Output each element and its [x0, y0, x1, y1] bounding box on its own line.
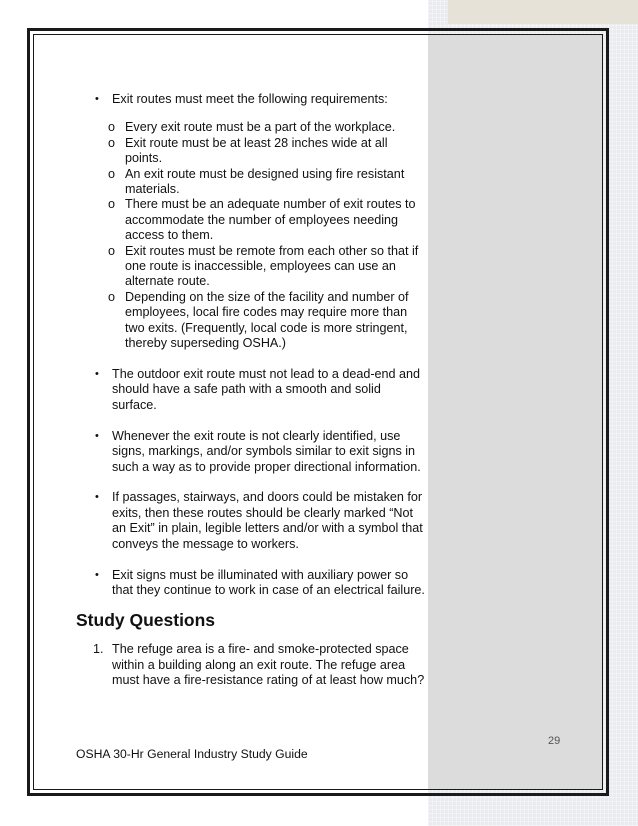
sub-bullet-text: Every exit route must be a part of the workplace.	[125, 120, 396, 135]
bullet-symbol: •	[95, 429, 99, 442]
sub-bullet-text: Exit route must be at least 28 inches wide at all points.	[125, 135, 388, 166]
question-item	[76, 642, 426, 688]
sidebar-panel	[428, 35, 602, 789]
bullet-text: Whenever the exit route is not clearly identified, use signs, markings, and/or symbols similar to exit signs in such a way as to provide proper directional information.	[112, 428, 421, 474]
bullet-intro	[76, 92, 426, 107]
sub-bullet-symbol: o	[108, 289, 116, 304]
bullet-text: If passages, stairways, and doors could be mistaken for exits, then these routes should be clearly marked “Not an Exit” in plain, legible letters and/or with a symbol that conveys the message to workers.	[112, 490, 423, 551]
bullet-item	[76, 568, 426, 599]
bullet-symbol: •	[95, 491, 99, 504]
bullet-symbol: •	[95, 568, 99, 581]
sub-bullet-text: An exit route must be designed using fire resistant materials.	[125, 166, 405, 197]
bullet-symbol: •	[95, 93, 99, 105]
bullet-text: Exit routes must meet the following requirements:	[112, 92, 388, 106]
bullet-symbol: •	[95, 368, 99, 380]
sub-bullet	[76, 136, 426, 167]
bullet-text: The outdoor exit route must not lead to a dead-end and should have a safe path with a smooth and solid surface.	[112, 367, 421, 412]
question-number: 1.	[93, 642, 104, 657]
bullet-item	[76, 429, 426, 475]
sub-bullet-text: There must be an adequate number of exit routes to accommodate the number of employees needing access to them.	[125, 197, 416, 243]
footer-text: OSHA 30-Hr General Industry Study Guide	[76, 747, 308, 761]
page-number: 29	[548, 735, 561, 747]
sub-bullet-symbol: o	[108, 197, 116, 212]
question-text: The refuge area is a fire- and smoke-protected space within a building along an exit route. The refuge area must have a fire-resistance rating of at least how much?	[112, 642, 425, 688]
sub-bullet	[76, 244, 426, 290]
sub-bullet	[76, 290, 426, 352]
page-content	[76, 92, 426, 689]
sub-bullet-symbol: o	[108, 243, 116, 258]
bullet-text: Exit signs must be illuminated with auxiliary power so that they continue to work in case of an electrical failure.	[112, 567, 425, 597]
sub-bullet-symbol: o	[108, 135, 116, 150]
sub-bullet	[76, 197, 426, 243]
sub-bullet-text: Depending on the size of the facility and number of employees, local fire codes may require more than two exits. (Frequently, local code is more stringent, thereby superseding OSHA.)	[125, 289, 409, 351]
sub-bullet-symbol: o	[108, 120, 116, 135]
study-questions-heading: Study Questions	[76, 610, 216, 631]
sub-bullet-symbol: o	[108, 166, 116, 181]
sidebar-top-band	[448, 0, 638, 24]
sub-bullet	[76, 120, 426, 135]
bullet-item	[76, 367, 426, 413]
bullet-item	[76, 490, 426, 552]
sub-bullet-text: Exit routes must be remote from each other so that if one route is inaccessible, employees can use an alternate route.	[125, 243, 419, 289]
sub-bullet	[76, 167, 426, 198]
